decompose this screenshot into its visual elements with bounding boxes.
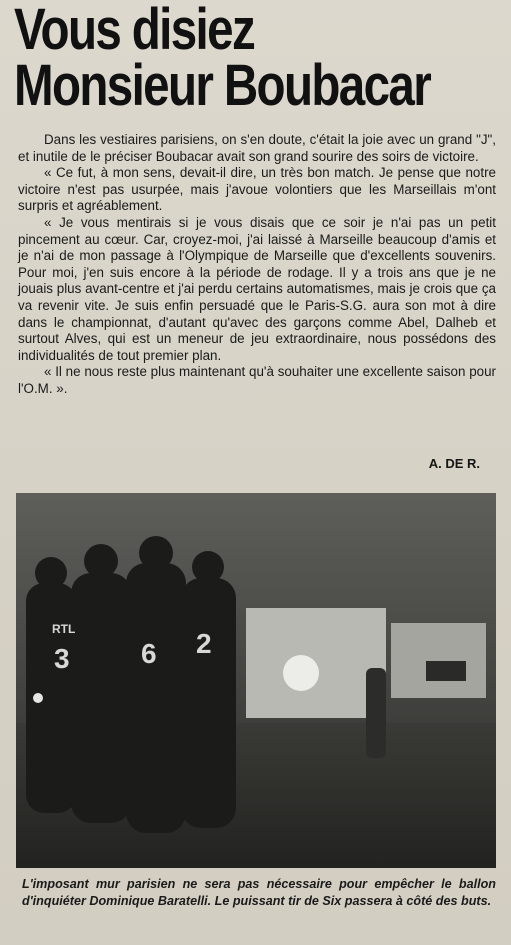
players-wall	[26, 536, 236, 833]
match-photo	[16, 493, 496, 868]
paragraph: « Il ne nous reste plus maintenant qu'à souhaiter une excellente saison pour l'O.M. ».	[18, 364, 496, 396]
goalkeeper	[366, 668, 386, 758]
author-signature: A. DE R.	[428, 456, 480, 471]
headline	[14, 0, 431, 118]
ball	[33, 693, 43, 703]
paragraph: « Je vous mentirais si je vous disais que ce soir je n'ai pas un petit pincement au cœur. Car, croyez-moi, j'ai laissé à Marseille beaucoup d'amis et je n'ai de mon passage à l'Olympique de Marseille que d'excellents souvenirs. Pour moi, j'en suis encore à la période de rodage. Il y a trois ans que je ne jouais plus avant-centre et j'ai perdu certains automatismes, mais je crois que ça va revenir vite. Je suis enfin persuadé que le Paris-S.G. aura son mot à dire dans le championnat, d'autant qu'avec des garçons comme Abel, Dalheb et surtout Alves, qui est un meneur de jeu extraordinaire, nous possédons des individualités de tout premier plan.	[18, 214, 496, 363]
paragraph: « Ce fut, à mon sens, devait-il dire, un très bon match. Je pense que notre victoire n'est pas usurpée, mais j'avoue volontiers que les Marseillais m'ont surpris et agréablement.	[18, 165, 496, 214]
headline-line-1: Vous disiez	[14, 0, 255, 62]
photo-illustration	[16, 493, 496, 868]
billboard-right	[391, 623, 486, 698]
billboard	[246, 608, 386, 718]
jersey-number: 6	[141, 638, 157, 669]
headline-line-2: Monsieur Boubacar	[14, 53, 431, 118]
sign-circle	[283, 655, 319, 691]
photo-caption: L'imposant mur parisien ne sera pas nécessaire pour empêcher le ballon d'inquiéter Dominique Baratelli. Le puissant tir de Six passera à côté des buts.	[22, 877, 496, 908]
article-body	[18, 132, 496, 398]
paragraph: Dans les vestiaires parisiens, on s'en doute, c'était la joie avec un grand "J", et inutile de le préciser Boubacar avait son grand sourire des soirs de victoire.	[18, 132, 496, 164]
sign-mark	[426, 661, 466, 681]
jersey-number: 3	[54, 643, 70, 674]
jersey-sponsor: RTL	[52, 622, 76, 636]
jersey-number: 2	[196, 628, 212, 659]
